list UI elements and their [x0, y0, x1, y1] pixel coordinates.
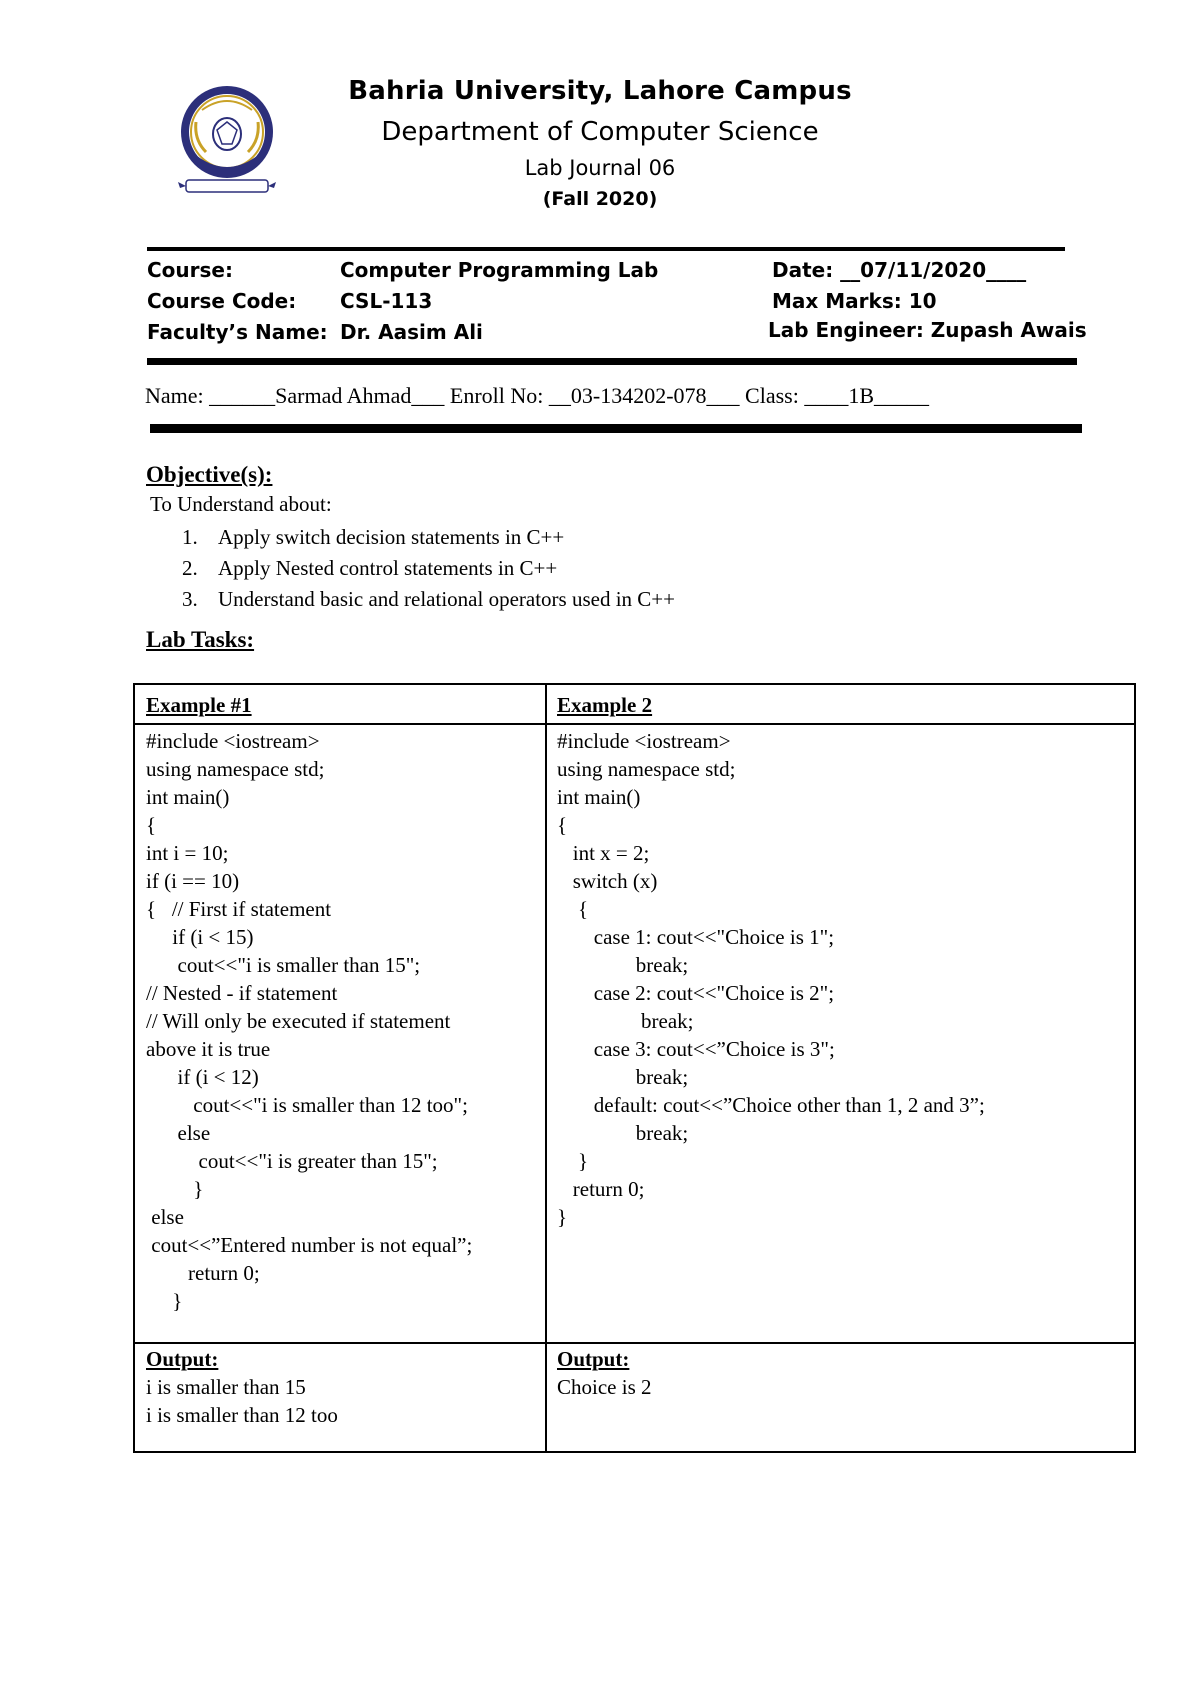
row-divider — [135, 723, 1134, 725]
code-line: } — [557, 1149, 589, 1173]
student-divider — [150, 424, 1082, 433]
code-line: // Will only be executed if statement — [146, 1009, 451, 1033]
objectives-intro: To Understand about: — [150, 492, 332, 516]
objectives-heading: Objective(s): — [146, 462, 273, 487]
code-line: case 3: cout<<”Choice is 3"; — [557, 1037, 835, 1061]
code-line: case 1: cout<<"Choice is 1"; — [557, 925, 835, 949]
code-line: cout<<"i is smaller than 12 too"; — [146, 1093, 468, 1117]
course-code-value: CSL-113 — [340, 289, 433, 313]
code-line: { — [146, 813, 157, 837]
example1-title: Example #1 — [146, 693, 252, 717]
list-item: 1. Apply switch decision statements in C++ — [182, 525, 565, 549]
example2-output — [557, 1373, 652, 1401]
max-marks: Max Marks: 10 — [772, 289, 937, 313]
lab-engineer: Lab Engineer: Zupash Awais — [768, 318, 1087, 342]
example2-output-label: Output: — [557, 1347, 630, 1371]
example1-output-label: Output: — [146, 1347, 219, 1371]
code-line: #include <iostream> — [557, 729, 731, 753]
code-line: above it is true — [146, 1037, 271, 1061]
code-line: { — [557, 813, 568, 837]
code-line: } — [557, 1205, 568, 1229]
code-line: cout<<"i is smaller than 15"; — [146, 953, 421, 977]
code-line: { — [557, 897, 589, 921]
header-divider — [147, 247, 1065, 251]
code-line: cout<<"i is greater than 15"; — [146, 1149, 438, 1173]
university-name: Bahria University, Lahore Campus — [348, 76, 852, 106]
code-line: } — [146, 1289, 183, 1313]
code-line: break; — [557, 953, 689, 977]
column-divider — [545, 685, 547, 1451]
code-line: if (i == 10) — [146, 869, 240, 893]
journal-title: Lab Journal 06 — [524, 156, 676, 180]
output-line: Choice is 2 — [557, 1375, 652, 1399]
student-info-line: Name: ______Sarmad Ahmad___ Enroll No: __03-134202-078___ Class: ____1B_____ — [145, 383, 929, 408]
code-line: return 0; — [146, 1261, 260, 1285]
code-line: #include <iostream> — [146, 729, 320, 753]
code-line: using namespace std; — [146, 757, 325, 781]
example2-title: Example 2 — [557, 693, 653, 717]
date-field: Date: __07/11/2020____ — [772, 258, 1027, 282]
example1-code — [146, 727, 472, 1315]
course-code-label: Course Code: — [147, 289, 297, 313]
output-line: i is smaller than 15 — [146, 1375, 306, 1399]
code-line: if (i < 12) — [146, 1065, 259, 1089]
faculty-label: Faculty’s Name: — [147, 320, 328, 344]
code-line: // Nested - if statement — [146, 981, 338, 1005]
course-divider — [147, 358, 1077, 365]
code-line: { // First if statement — [146, 897, 332, 921]
output-line: i is smaller than 12 too — [146, 1403, 338, 1427]
code-line: break; — [557, 1121, 689, 1145]
course-label: Course: — [147, 258, 233, 282]
code-line: return 0; — [557, 1177, 645, 1201]
code-line: cout<<”Entered number is not equal”; — [146, 1233, 473, 1257]
code-line: int i = 10; — [146, 841, 229, 865]
term-label: (Fall 2020) — [542, 188, 658, 210]
code-line: int main() — [557, 785, 641, 809]
code-line: break; — [557, 1009, 694, 1033]
code-line: int x = 2; — [557, 841, 650, 865]
code-line: break; — [557, 1065, 689, 1089]
code-line: using namespace std; — [557, 757, 736, 781]
list-item: 2. Apply Nested control statements in C++ — [182, 556, 558, 580]
row-divider — [135, 1342, 1134, 1344]
code-line: case 2: cout<<"Choice is 2"; — [557, 981, 835, 1005]
lab-tasks-heading: Lab Tasks: — [146, 627, 255, 652]
code-line: switch (x) — [557, 869, 658, 893]
code-line: default: cout<<”Choice other than 1, 2 and 3”; — [557, 1093, 985, 1117]
list-item: 3. Understand basic and relational operators used in C++ — [182, 587, 675, 611]
faculty-value: Dr. Aasim Ali — [340, 320, 483, 344]
objectives-list — [182, 522, 675, 615]
university-logo — [172, 82, 282, 202]
department-name: Department of Computer Science — [381, 117, 819, 147]
course-value: Computer Programming Lab — [340, 258, 659, 282]
example2-code — [557, 727, 985, 1231]
code-line: else — [146, 1121, 211, 1145]
code-line: } — [146, 1177, 204, 1201]
code-line: else — [146, 1205, 184, 1229]
code-line: if (i < 15) — [146, 925, 254, 949]
example1-output — [146, 1373, 338, 1429]
lab-tasks-table — [133, 683, 1136, 1453]
code-line: int main() — [146, 785, 230, 809]
